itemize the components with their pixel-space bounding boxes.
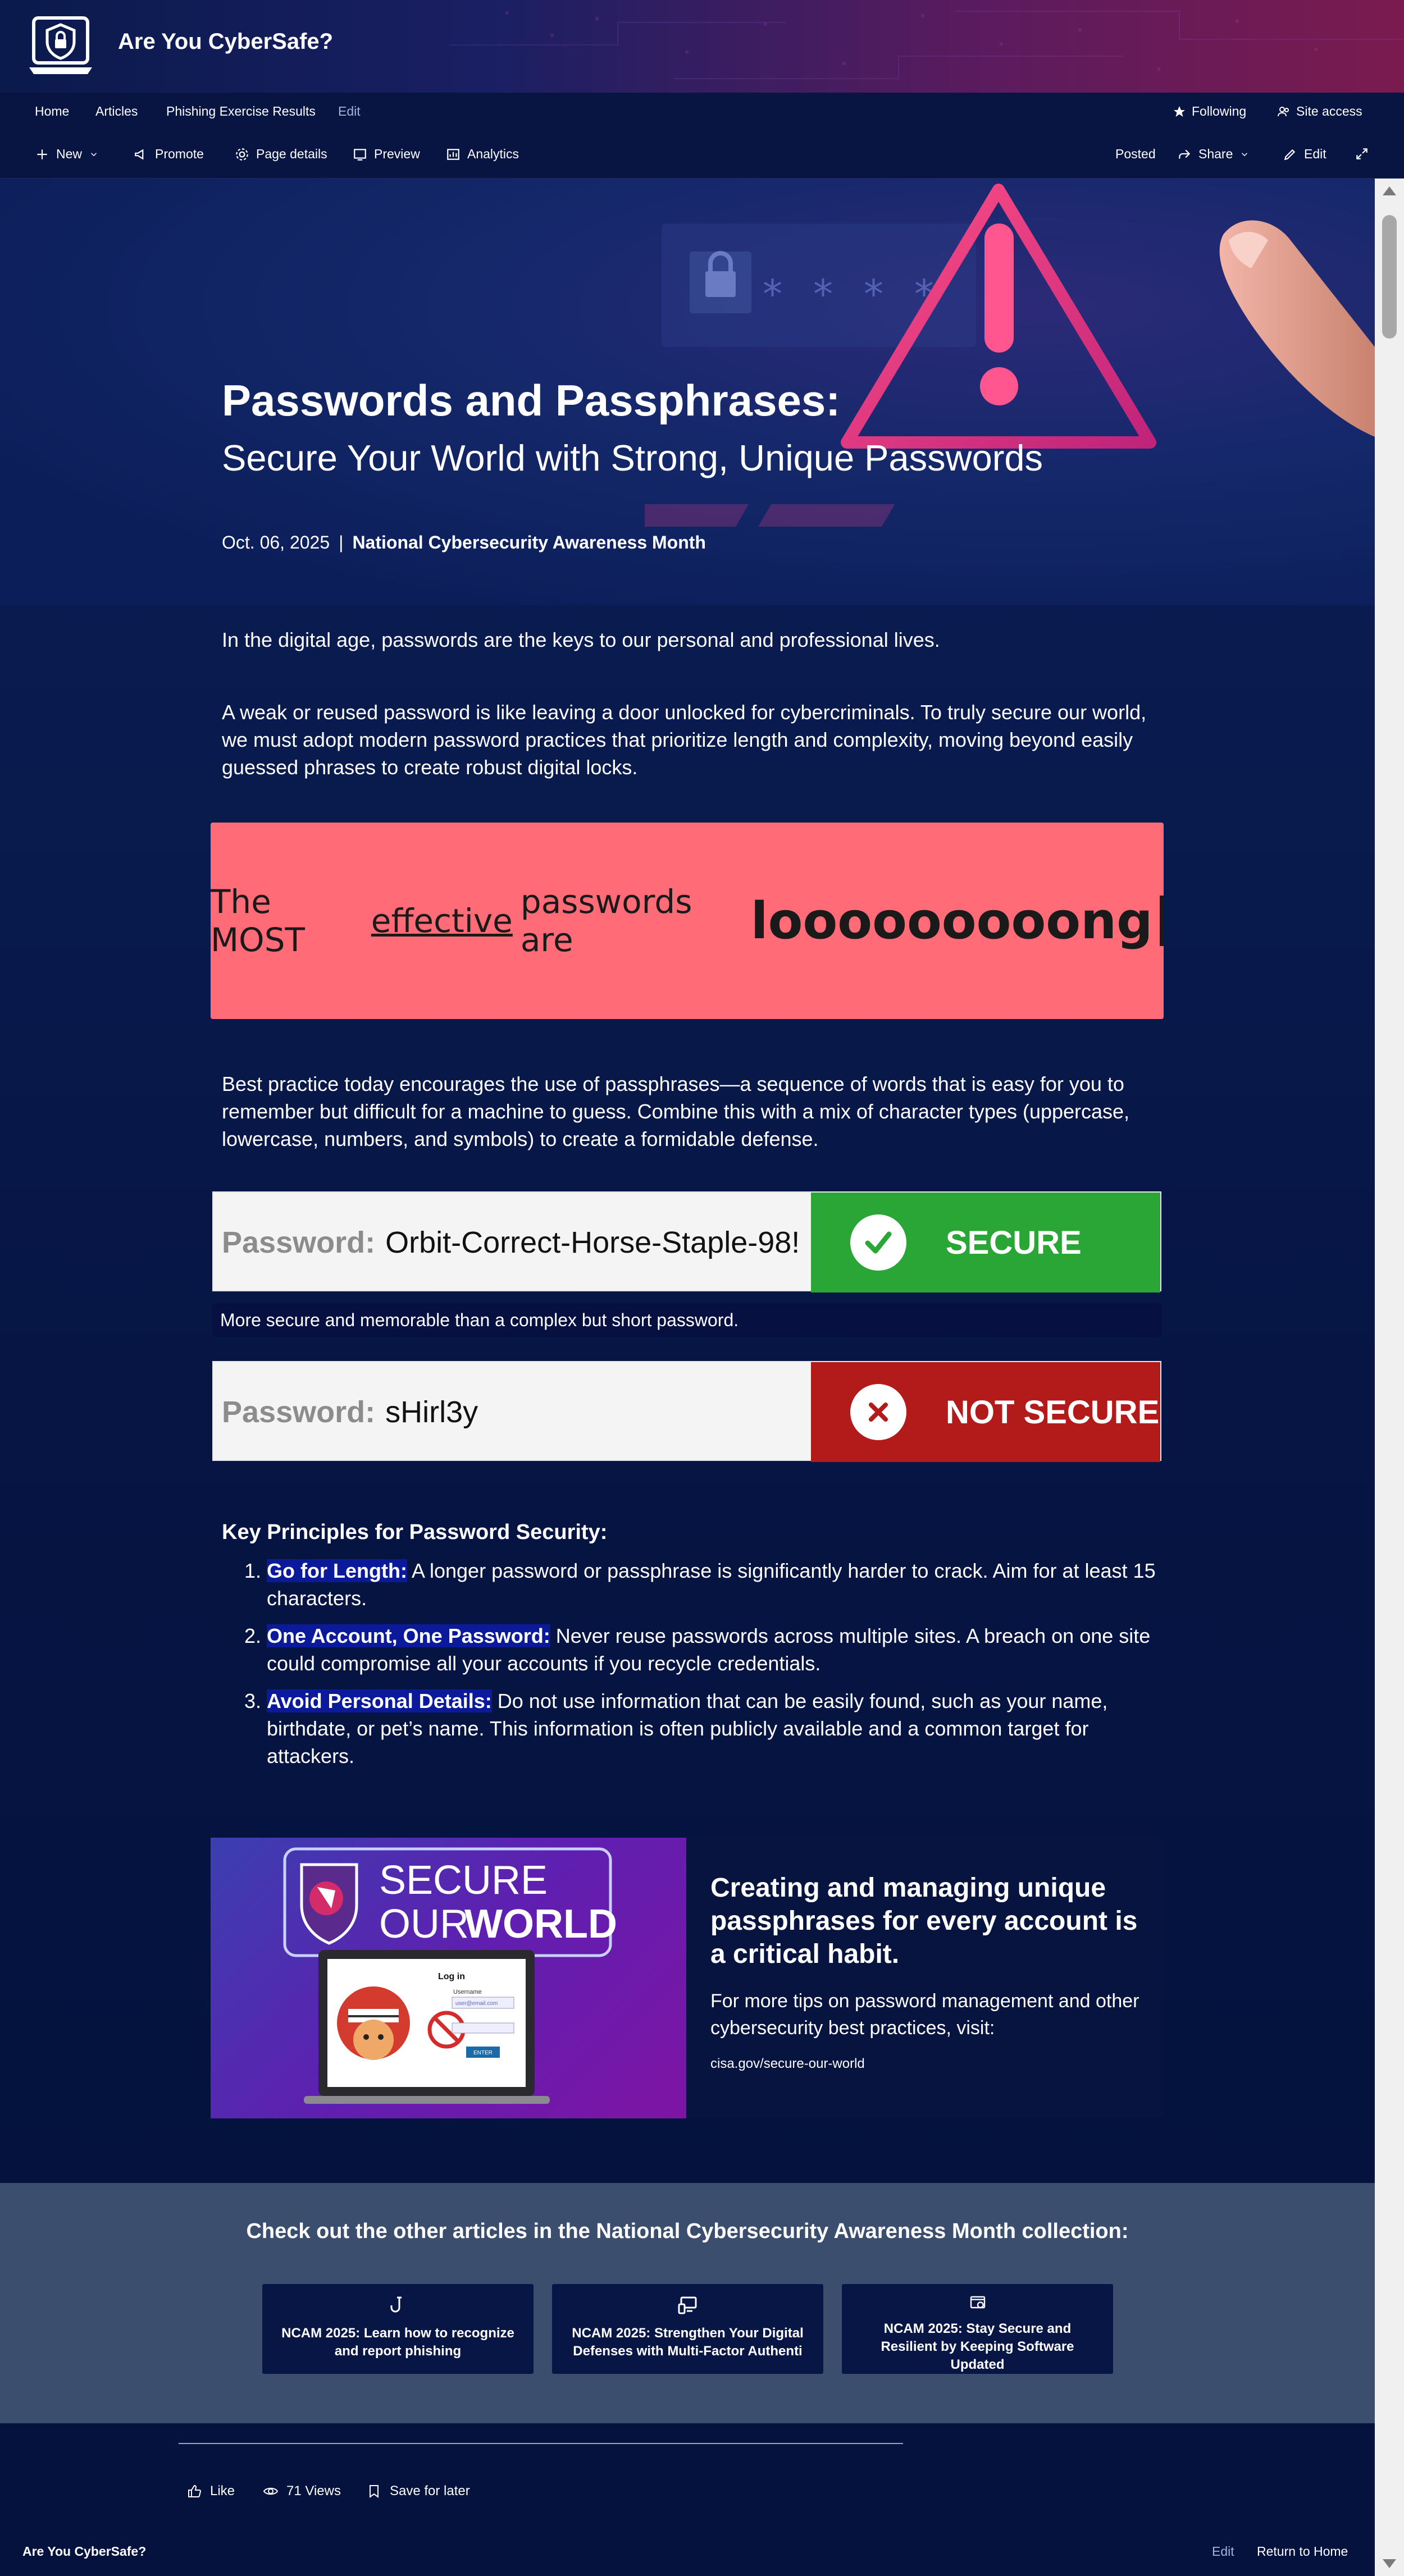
checkmark-icon — [850, 1214, 906, 1271]
footer-divider — [179, 2443, 903, 2444]
best-practice-paragraph: Best practice today encourages the use of passphrases—a sequence of words that is easy for you to remember but difficult for a machine to guess. Combine this with a mix of character types (uppercase, lowercase, numbers, and symbols) to create a formidable defense. — [222, 1072, 1130, 1150]
principles-list — [222, 1557, 1165, 1780]
edit-button[interactable] — [1283, 147, 1326, 162]
views-label: 71 Views — [286, 2483, 341, 2499]
share-icon — [1177, 147, 1192, 162]
footer-site-name[interactable]: Are You CyberSafe? — [22, 2544, 147, 2559]
principle-highlight: One Account, One Password: — [267, 1624, 550, 1647]
circuit-pattern-decoration — [449, 0, 1404, 93]
sow-body: For more tips on password management and other cybersecurity best practices, visit: — [710, 1990, 1139, 2039]
update-window-icon — [967, 2294, 989, 2312]
sow-heading: Creating and managing unique passphrases for every account is a critical habit. — [710, 1873, 1138, 1969]
password-label: Password: — [222, 1395, 376, 1429]
article-card-title: NCAM 2025: Strengthen Your Digital Defenses with Multi-Factor Authenti — [572, 2326, 804, 2359]
long-password-banner — [211, 823, 1164, 1019]
nav-edit-link[interactable]: Edit — [338, 104, 361, 118]
nav-home[interactable]: Home — [35, 104, 70, 118]
banner-text-passwords-are: passwords are — [520, 883, 692, 959]
banner-text-effective: effective — [371, 902, 513, 940]
article-card-title: NCAM 2025: Stay Secure and Resilient by Keeping Software Updated — [881, 2321, 1074, 2372]
preview-label: Preview — [374, 147, 420, 161]
logo-secure-text: SECURE — [379, 1858, 548, 1903]
banner-text-long: looooooooong — [750, 891, 1153, 951]
analytics-icon — [446, 147, 461, 162]
page-footer — [0, 2423, 1375, 2576]
principle-highlight: Avoid Personal Details: — [267, 1689, 492, 1712]
bookmark-icon — [366, 2483, 382, 2499]
pencil-icon — [1283, 147, 1297, 162]
hero-banner — [0, 179, 1375, 605]
share-label: Share — [1198, 147, 1233, 161]
analytics-label: Analytics — [467, 147, 519, 161]
nav-articles[interactable]: Articles — [95, 104, 138, 118]
page-details-label: Page details — [256, 147, 327, 161]
new-label: New — [56, 147, 83, 161]
plus-icon — [35, 147, 49, 162]
secure-status — [811, 1193, 1160, 1292]
banner-text-most: The MOST — [211, 883, 305, 959]
site-access-button[interactable] — [1277, 104, 1362, 119]
preview-button[interactable] — [353, 147, 420, 162]
svg-text:*: * — [763, 271, 782, 317]
principle-highlight: Go for Length: — [267, 1559, 407, 1582]
command-bar — [0, 131, 1404, 179]
save-for-later-button[interactable] — [366, 2483, 470, 2499]
article-meta — [222, 532, 706, 553]
like-button[interactable] — [186, 2483, 235, 2499]
chevron-down-icon — [1239, 149, 1250, 159]
footer-edit-link[interactable]: Edit — [1212, 2544, 1234, 2559]
password-display — [222, 1362, 478, 1462]
posted-status — [1115, 147, 1156, 162]
list-number: 2. — [244, 1624, 261, 1647]
devices-icon — [677, 2294, 699, 2317]
scroll-up-arrow-icon[interactable] — [1383, 186, 1396, 195]
close-icon — [850, 1384, 906, 1440]
collection-section — [0, 2183, 1375, 2423]
scroll-thumb[interactable] — [1382, 215, 1397, 339]
megaphone-icon — [134, 147, 148, 162]
gear-icon — [235, 147, 249, 162]
weak-password-example — [212, 1361, 1161, 1461]
following-button[interactable] — [1173, 104, 1246, 119]
people-icon — [1277, 105, 1291, 118]
views-count — [263, 2483, 341, 2499]
login-username-label: Username — [453, 1989, 482, 1995]
nav-phishing-exercise-results[interactable]: Phishing Exercise Results — [166, 104, 316, 118]
site-access-label: Site access — [1296, 104, 1362, 118]
password-label: Password: — [222, 1226, 376, 1259]
password-value-weak: sHirl3y — [385, 1395, 478, 1429]
expand-button[interactable] — [1355, 147, 1369, 161]
site-title[interactable]: Are You CyberSafe? — [118, 29, 334, 54]
like-label: Like — [210, 2483, 235, 2499]
article-card-software[interactable] — [842, 2284, 1113, 2374]
principle-text: Never reuse passwords across multiple sites. A breach on one site could compromise all your accounts if you recycle credentials. — [267, 1624, 1151, 1675]
save-label: Save for later — [390, 2483, 470, 2499]
posted-label: Posted — [1115, 147, 1156, 161]
secure-our-world-illustration — [211, 1838, 686, 2118]
secure-status-label: SECURE — [946, 1224, 1082, 1261]
page-title: Passwords and Passphrases: — [222, 376, 841, 425]
cisa-link[interactable]: cisa.gov/secure-our-world — [710, 2056, 865, 2071]
return-to-home-link[interactable]: Return to Home — [1257, 2544, 1348, 2559]
article-card-mfa[interactable] — [552, 2284, 823, 2374]
site-logo-icon[interactable] — [27, 12, 94, 80]
preview-icon — [353, 147, 367, 162]
promote-button[interactable] — [134, 147, 204, 162]
login-enter-button: ENTER — [473, 2050, 493, 2056]
principle-item — [222, 1687, 1165, 1770]
secure-our-world-text — [710, 1871, 1148, 2072]
principle-item — [222, 1557, 1165, 1612]
text-cursor-icon — [1160, 896, 1164, 946]
logo-our-text: OUR — [379, 1902, 469, 1947]
hook-icon — [387, 2294, 409, 2317]
secure-our-world-image — [211, 1838, 686, 2118]
eye-icon — [263, 2483, 279, 2499]
vertical-scrollbar[interactable] — [1375, 179, 1404, 2576]
page-subtitle: Secure Your World with Strong, Unique Passwords — [222, 437, 1043, 478]
scroll-down-arrow-icon[interactable] — [1383, 2559, 1396, 2568]
secure-password-example — [212, 1191, 1161, 1291]
publish-date: Oct. 06, 2025 — [222, 532, 330, 552]
expand-icon — [1355, 147, 1369, 161]
principles-heading: Key Principles for Password Security: — [222, 1520, 608, 1544]
star-icon — [1173, 105, 1186, 118]
intro-paragraph-1: In the digital age, passwords are the keys to our personal and professional lives. — [222, 628, 940, 651]
principle-item — [222, 1622, 1165, 1677]
login-title: Log in — [438, 1972, 465, 1981]
site-header — [0, 0, 1404, 93]
login-username-value: user@email.com — [455, 2000, 498, 2007]
list-number: 1. — [244, 1559, 261, 1582]
article-card-title: NCAM 2025: Learn how to recognize and report phishing — [281, 2326, 514, 2359]
list-number: 3. — [244, 1689, 261, 1712]
article-card-phishing[interactable] — [262, 2284, 534, 2374]
intro-paragraph-2: A weak or reused password is like leaving a door unlocked for cybercriminals. To truly secure our world, we must adopt modern password practices that prioritize length and complexity, moving beyond easily guessed phrases to create robust digital locks. — [222, 701, 1147, 779]
secure-our-world-card — [211, 1838, 1164, 2118]
logo-world-text: WORLD — [464, 1902, 617, 1947]
svg-text:*: * — [914, 271, 934, 317]
share-button[interactable] — [1177, 147, 1250, 162]
analytics-button[interactable] — [446, 147, 519, 162]
following-label: Following — [1192, 104, 1247, 118]
password-value-secure: Orbit-Correct-Horse-Staple-98! — [385, 1226, 800, 1259]
password-display — [222, 1193, 800, 1292]
edit-label: Edit — [1304, 147, 1326, 161]
new-button[interactable] — [35, 147, 99, 162]
meta-separator: | — [339, 532, 344, 552]
principle-text: Do not use information that can be easily found, such as your name, birthdate, or pet’s name. This information is often publicly available and a common target for attackers. — [267, 1689, 1108, 1767]
secure-password-caption: More secure and memorable than a complex but short password. — [212, 1303, 1161, 1337]
top-navigation — [0, 93, 1404, 131]
principle-text: A longer password or passphrase is significantly harder to crack. Aim for at least 15 characters. — [267, 1559, 1156, 1610]
not-secure-status — [811, 1362, 1160, 1462]
chevron-down-icon — [89, 149, 99, 159]
article-category: National Cybersecurity Awareness Month — [352, 532, 706, 552]
svg-text:*: * — [864, 271, 883, 317]
collection-heading: Check out the other articles in the National Cybersecurity Awareness Month collection: — [246, 2219, 1129, 2243]
page-details-button[interactable] — [235, 147, 327, 162]
thumbs-up-icon — [186, 2483, 202, 2499]
promote-label: Promote — [155, 147, 204, 161]
svg-text:*: * — [813, 271, 833, 317]
page-canvas — [0, 179, 1375, 2183]
not-secure-status-label: NOT SECURE — [946, 1394, 1160, 1431]
